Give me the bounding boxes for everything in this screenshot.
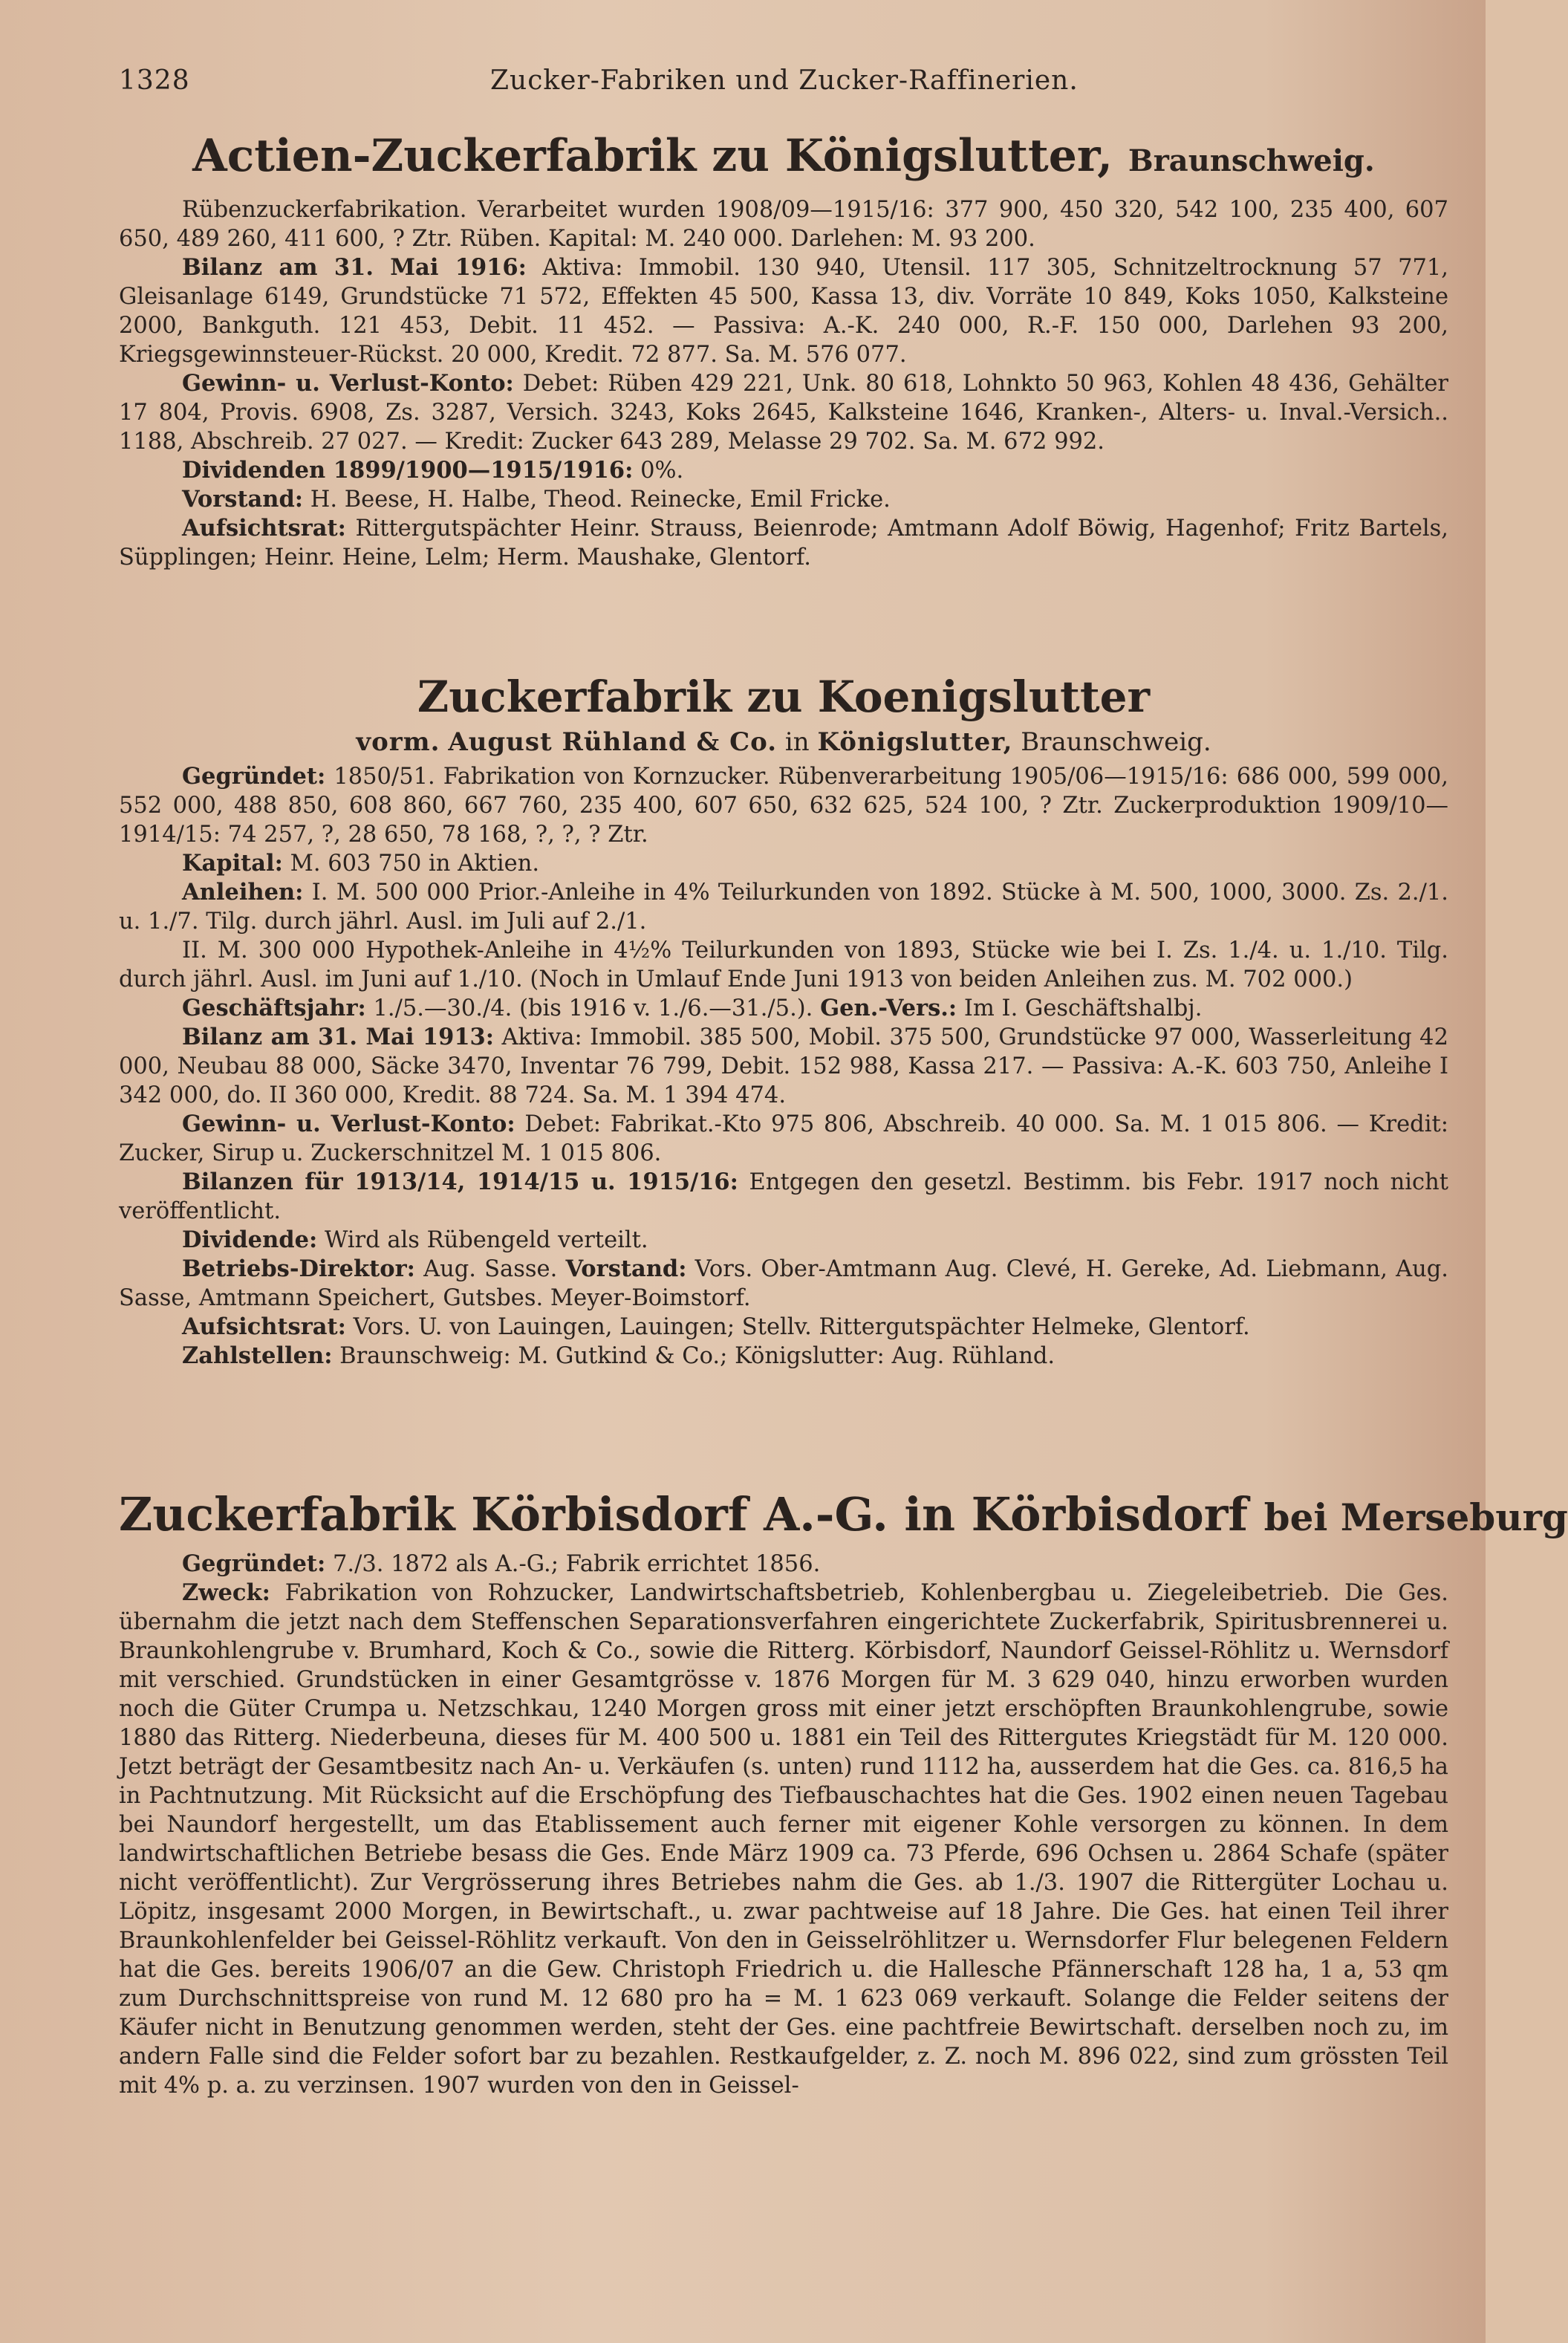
paragraph-bilanzen: Bilanzen für 1913/14, 1914/15 u. 1915/16: Entgegen den gesetzl. Bestimm. bis Febr. 1917 noch nicht veröffentlicht. (119, 1169, 1448, 1224)
paragraph-gegruendet: Gegründet: 1850/51. Fabrikation von Kornzucker. Rübenverarbeitung 1905/06—1915/16: 686 000, 599 000, 552 000, 488 850, 608 860, 667 760, 235 400, 607 650, 632 625, 524 100, ? Ztr. Zuckerproduktion 1909/10—1914/15: 74 257, ?, 28 650, 78 168, ?, ?, ? Ztr. (119, 763, 1449, 848)
paragraph-gewinn: Gewinn- u. Verlust-Konto: Debet: Rüben 429 221, Unk. 80 618, Lohnkto 50 963, Kohlen 48 436, Gehälter 17 804, Provis. 6908, Zs. 3287, Versich. 3243, Koks 2645, Kalksteine 1646, Kranken-, Alters- u. Inval.-Versich.. 1188, Abschreib. 27 027. — Kredit: Zucker 643 289, Melasse 29 702. Sa. M. 672 992. (119, 370, 1448, 455)
paragraph-anleihen-2: II. M. 300 000 Hypothek-Anleihe in 4½% Teilurkunden von 1893, Stücke wie bei I. Zs. 1./4. u. 1./10. Tilg. durch jährl. Ausl. im Juni auf 1./10. (Noch in Umlauf Ende Juni 1913 von beiden Anleihen zus. M. 702 000.) (119, 937, 1448, 992)
running-header (119, 65, 1426, 103)
paragraph-direktor-vorstand: Betriebs-Direktor: Aug. Sasse. Vorstand: Vors. Ober-Amtmann Aug. Clevé, H. Gereke, Ad. Liebmann, Aug. Sasse, Amtmann Speichert, Gutsbes. Meyer-Boimstorf. (119, 1255, 1448, 1311)
entry-body (119, 762, 1448, 1371)
paragraph-aufsichtsrat: Aufsichtsrat: Vors. U. von Lauingen, Lauingen; Stellv. Rittergutspächter Helmeke, Glentorf. (182, 1313, 1250, 1340)
paragraph-kapital: Kapital: M. 603 750 in Aktien. (182, 850, 540, 877)
paragraph-zahlstellen: Zahlstellen: Braunschweig: M. Gutkind & Co.; Königslutter: Aug. Rühland. (182, 1342, 1055, 1369)
entry-body (119, 195, 1448, 572)
paragraph-bilanz: Bilanz am 31. Mai 1913: Aktiva: Immobil. 385 500, Mobil. 375 500, Grundstücke 97 000, Wasserleitung 42 000, Neubau 88 000, Säcke 3470, Inventar 76 799, Debit. 152 988, Kassa 217. — Passiva: A.-K. 603 750, Anleihe I 342 000, do. II 360 000, Kredit. 88 724. Sa. M. 1 394 474. (119, 1024, 1448, 1108)
entry-subtitle: vorm. August Rühland & Co. in Königslutter, Braunschweig. (356, 727, 1211, 757)
entry-actien-zuckerfabrik (119, 125, 1448, 572)
entry-zuckerfabrik-koenigslutter (119, 667, 1448, 1371)
paragraph-zweck: Zweck: Fabrikation von Rohzucker, Landwirtschaftsbetrieb, Kohlenbergbau u. Ziegeleibetrieb. Die Ges. übernahm die jetzt nach dem Steffenschen Separationsverfahren eingerichtete Zuckerfabrik, Spiritusbrennerei u. Braunkohlengrube v. Brumhard, Koch & Co., sowie die Ritterg. Körbisdorf, Naundorf Geissel-Röhlitz u. Wernsdorf mit verschied. Grundstücken in einer Gesamtgrösse v. 1876 Morgen für M. 3 629 040, hinzu erworben wurden noch die Güter Crumpa u. Netzschkau, 1240 Morgen gross mit einer jetzt erschöpften Braunkohlengrube, sowie 1880 das Ritterg. Niederbeuna, dieses für M. 400 500 u. 1881 ein Teil des Rittergutes Kriegstädt für M. 120 000. Jetzt beträgt der Gesamtbesitz nach An- u. Verkäufen (s. unten) rund 1112 ha, ausserdem hat die Ges. ca. 816,5 ha in Pachtnutzung. Mit Rücksicht auf die Erschöpfung des Tiefbauschachtes hat die Ges. 1902 einen neuen Tagebau bei Naundorf hergestellt, um das Etablissement auch ferner mit eigener Kohle versorgen zu können. In dem landwirtschaftlichen Betriebe besass die Ges. Ende März 1909 ca. 73 Pferde, 696 Ochsen u. 2864 Schafe (später nicht veröffentlicht). Zur Vergrösserung ihres Betriebes nahm die Ges. ab 1./3. 1907 die Rittergüter Lochau u. Löpitz, insgesamt 2000 Morgen, in Bewirtschaft., u. zwar pachtweise auf 18 Jahre. Die Ges. hat einen Teil ihrer Braunkohlenfelder bei Geissel-Röhlitz verkauft. Von den in Geisselröhlitzer u. Wernsdorfer Flur belegenen Feldern hat die Ges. bereits 1906/07 an die Gew. Christoph Friedrich u. die Hallesche Pfännerschaft 128 ha, 1 a, 53 qm zum Durchschnittspreise von rund M. 12 680 pro ha = M. 1 623 069 verkauft. Solange die Felder seitens der Käufer nicht in Benutzung genommen werden, steht der Ges. eine pachtfreie Bewirtschaft. derselben noch zu, im andern Falle sind die Felder sofort bar zu bezahlen. Restkaufgelder, z. Z. noch M. 896 022, sind zum grössten Teil mit 4% p. a. zu verzinsen. 1907 wurden von den in Geissel- (119, 1579, 1448, 2099)
page-number: 1328 (119, 65, 190, 96)
paragraph-dividenden: Dividenden 1899/1900—1915/1916: 0%. (182, 457, 684, 484)
paragraph-gegruendet: Gegründet: 7./3. 1872 als A.-G.; Fabrik errichtet 1856. (182, 1550, 821, 1577)
entry-title: Zuckerfabrik Körbisdorf A.-G. in Körbisdorf bei Merseburg (119, 1487, 1568, 1541)
paragraph-gewinn: Gewinn- u. Verlust-Konto: Debet: Fabrikat.-Kto 975 806, Abschreib. 40 000. Sa. M. 1 015 806. — Kredit: Zucker, Sirup u. Zuckerschnitzel M. 1 015 806. (119, 1111, 1448, 1166)
paragraph-bilanz: Bilanz am 31. Mai 1916: Aktiva: Immobil. 130 940, Utensil. 117 305, Schnitzeltrocknung 57 771, Gleisanlage 6149, Grundstücke 71 572, Effekten 45 500, Kassa 13, div. Vorräte 10 849, Koks 1050, Kalksteine 2000, Bankguth. 121 453, Debit. 11 452. — Passiva: A.-K. 240 000, R.-F. 150 000, Darlehen 93 200, Kriegsgewinnsteuer-Rückst. 20 000, Kredit. 72 877. Sa. M. 576 077. (119, 254, 1448, 368)
paragraph-dividende: Dividende: Wird als Rübengeld verteilt. (182, 1226, 648, 1253)
entry-location: Braunschweig. (1128, 143, 1375, 178)
entry-body (119, 1550, 1448, 2100)
entry-zuckerfabrik-koerbisdorf (119, 1484, 1568, 2100)
running-title: Zucker-Fabriken und Zucker-Raffinerien. (490, 65, 1079, 96)
paragraph-anleihen: Anleihen: I. M. 500 000 Prior.-Anleihe in 4% Teilurkunden von 1892. Stücke à M. 500, 1000, 3000. Zs. 2./1. u. 1./7. Tilg. durch jährl. Ausl. im Juli auf 2./1. (119, 879, 1448, 935)
paragraph-overview: Rübenzuckerfabrikation. Verarbeitet wurden 1908/09—1915/16: 377 900, 450 320, 542 100, 235 400, 607 650, 489 260, 411 600, ? Ztr. Rüben. Kapital: M. 240 000. Darlehen: M. 93 200. (119, 197, 1448, 252)
paragraph-geschaeftsjahr: Geschäftsjahr: 1./5.—30./4. (bis 1916 v. 1./6.—31./5.). Gen.-Vers.: Im I. Geschäftshalbj. (182, 995, 1203, 1021)
entry-location: bei Merseburg (1263, 1495, 1568, 1539)
entry-title: Zuckerfabrik zu Koenigslutter (417, 672, 1151, 722)
paragraph-aufsichtsrat: Aufsichtsrat: Rittergutspächter Heinr. Strauss, Beienrode; Amtmann Adolf Böwig, Hagenhof; Fritz Bartels, Süpplingen; Heinr. Heine, Lelm; Herm. Maushake, Glentorf. (119, 515, 1448, 571)
entry-title: Actien-Zuckerfabrik zu Königslutter, Braunschweig. (192, 130, 1375, 182)
paragraph-vorstand: Vorstand: H. Beese, H. Halbe, Theod. Reinecke, Emil Fricke. (182, 486, 891, 513)
